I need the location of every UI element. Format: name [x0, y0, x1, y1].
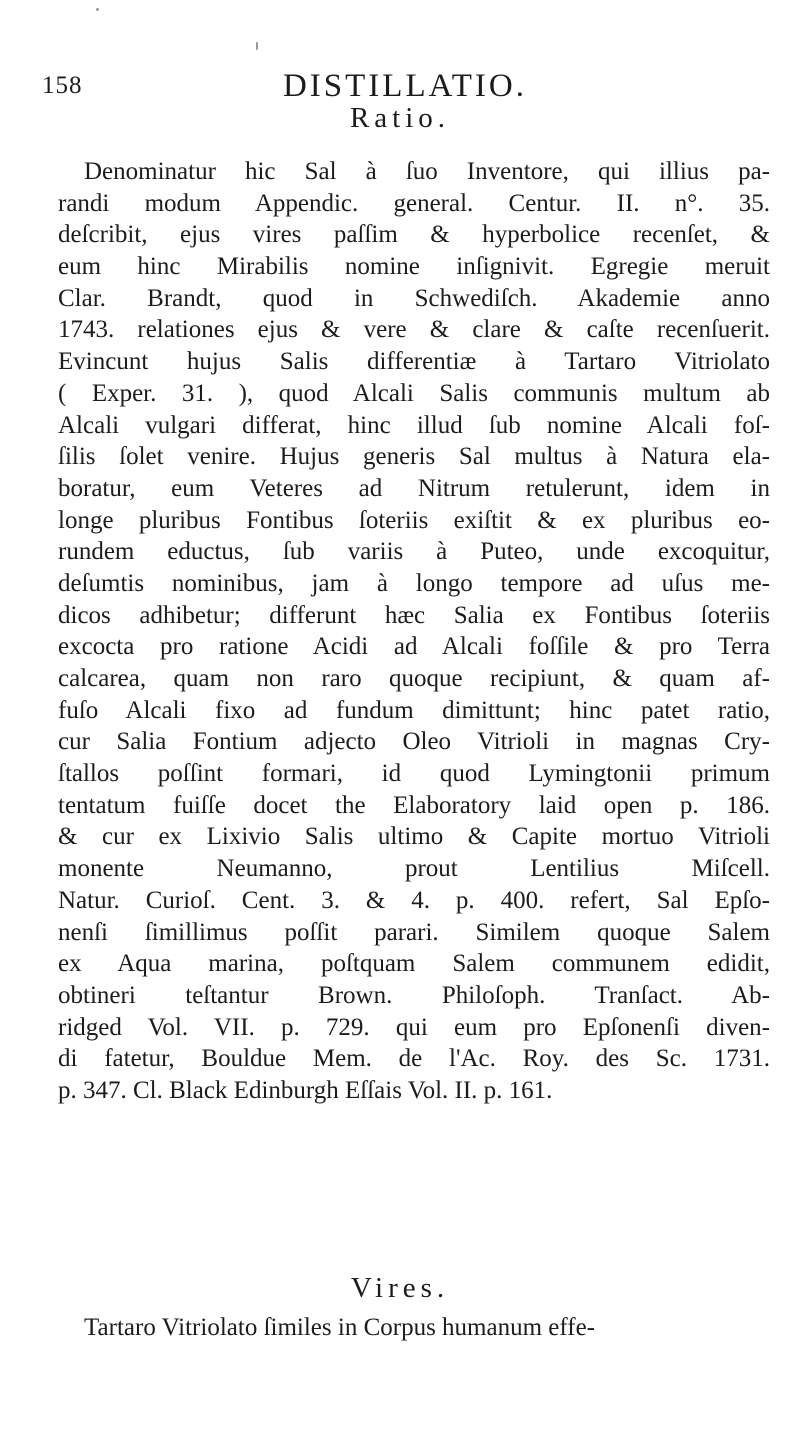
text-line: cur Salia Fontium adjecto Oleo Vitrioli in magnas Cry- — [58, 728, 770, 756]
text-line: excocta pro ratione Acidi ad Alcali foſſile & pro Terra — [58, 633, 770, 661]
text-line: calcarea, quam non raro quoque recipiunt, & quam af- — [58, 665, 770, 692]
text-line: deſcribit, ejus vires paſſim & hyperbolice recenſet, & — [58, 221, 770, 249]
text-line: rundem eductus, ſub variis à Puteo, unde excoquitur, — [58, 538, 770, 566]
text-line: tentatum fuiſſe docet the Elaboratory laid open p. 186. — [58, 791, 770, 819]
paper-speck — [256, 42, 258, 50]
running-title: DISTILLATIO. — [282, 68, 528, 104]
text-line: ſtallos poſſint formari, id quod Lymingtonii primum — [58, 760, 770, 788]
text-line: randi modum Appendic. general. Centur. II. n°. 35. — [58, 189, 770, 217]
text-line: Clar. Brandt, quod in Schwediſch. Akademie anno — [58, 284, 770, 312]
text-line: Denominatur hic Sal à ſuo Inventore, qui illius pa- — [84, 158, 770, 185]
ratio-paragraph — [58, 156, 770, 1107]
page-header — [42, 58, 768, 108]
text-line: di fatetur, Bouldue Mem. de l'Ac. Roy. des Sc. 1731. — [58, 1045, 770, 1073]
text-line: 1743. relationes ejus & vere & clare & caſte recenſuerit. — [58, 316, 770, 344]
text-line: p. 347. Cl. Black Edinburgh Eſſais Vol. II. p. 161. — [58, 1076, 553, 1104]
text-line: obtineri teſtantur Brown. Philoſoph. Tranſact. Ab- — [58, 981, 770, 1009]
text-line: fuſo Alcali fixo ad fundum dimittunt; hinc patet ratio, — [58, 696, 770, 724]
vires-first-line: Tartaro Vitriolato ſimiles in Corpus humanum effe- — [84, 1314, 595, 1341]
paper-speck — [96, 8, 99, 11]
text-line: ( Exper. 31. ), quod Alcali Salis communis multum ab — [58, 379, 770, 407]
text-line: monente Neumanno, prout Lentilius Miſcell. — [58, 855, 770, 883]
page-number: 158 — [42, 72, 83, 99]
section-title-vires: Vires. — [350, 1272, 450, 1304]
text-line: & cur ex Lixivio Salis ultimo & Capite mortuo Vitrioli — [58, 823, 770, 851]
text-line: dicos adhibetur; differunt hæc Salia ex Fontibus ſoteriis — [58, 601, 770, 629]
text-line: boratur, eum Veteres ad Nitrum retulerunt, idem in — [58, 474, 770, 502]
text-line: Natur. Curioſ. Cent. 3. & 4. p. 400. refert, Sal Epſo- — [58, 886, 770, 914]
text-line: Alcali vulgari differat, hinc illud ſub nomine Alcali foſ- — [58, 411, 770, 439]
section-title-ratio: Ratio. — [349, 102, 451, 134]
text-line: ex Aqua marina, poſtquam Salem communem edidit, — [58, 950, 770, 978]
text-line: deſumtis nominibus, jam à longo tempore ad uſus me- — [58, 569, 770, 597]
text-line: eum hinc Mirabilis nomine inſignivit. Egregie meruit — [58, 253, 770, 281]
text-line: longe pluribus Fontibus ſoteriis exiſtit & ex pluribus eo- — [58, 506, 770, 534]
text-line: nenſi ſimillimus poſſit parari. Similem quoque Salem — [58, 918, 770, 946]
text-line: ſilis ſolet venire. Hujus generis Sal multus à Natura ela- — [58, 443, 770, 471]
text-line: ridged Vol. VII. p. 729. qui eum pro Epſonenſi diven- — [58, 1013, 770, 1041]
text-line: Evincunt hujus Salis differentiæ à Tartaro Vitriolato — [58, 348, 770, 376]
